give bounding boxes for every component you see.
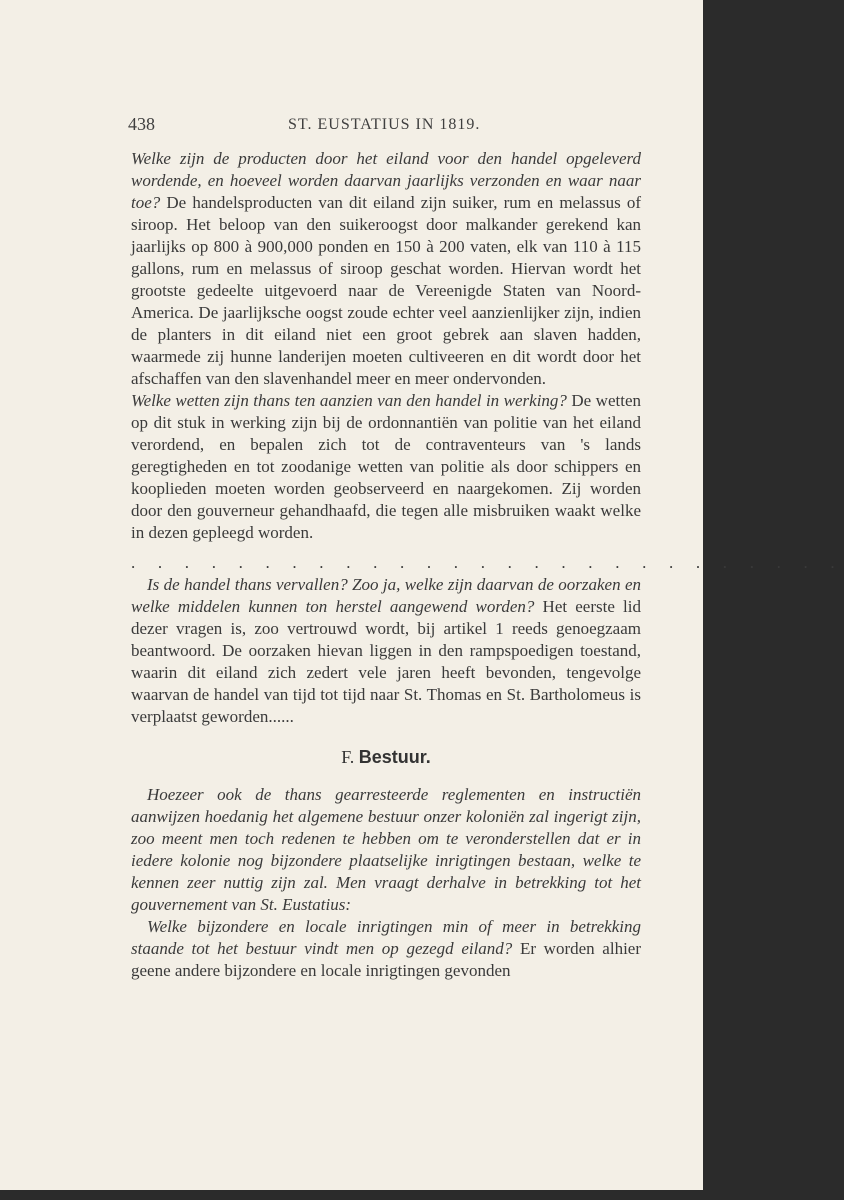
paragraph-producten [131, 148, 641, 390]
paragraph-locale-inrigtingen [131, 916, 641, 982]
page-number: 438 [128, 114, 155, 134]
page-body [131, 148, 844, 982]
section-title: Bestuur. [358, 747, 431, 767]
question-handel-vervallen: Is de handel thans vervallen? Zoo ja, welke zijn daarvan de oorzaken en welke middelen kunnen ton herstel aangewend worden? [131, 575, 641, 616]
page-header [128, 114, 648, 138]
paragraph-wetten [131, 390, 641, 544]
question-producten: Welke zijn de producten door het eiland voor den handel opgeleverd wordende, en hoeveel worden daarvan jaarlijks verzonden en waar naar toe? [131, 149, 641, 212]
question-locale-inrigtingen: Welke bijzondere en locale inrigtingen min of meer in betrekking staande tot het bestuur vindt men op gezegd eiland? [131, 917, 641, 958]
paragraph-handel-vervallen [131, 574, 641, 728]
section-heading [131, 746, 641, 768]
paragraph-intro-bestuur: Hoezeer ook de thans gearresteerde reglementen en instructiën aanwijzen hoedanig het algemene bestuur onzer koloniën zal ingerigt zijn, zoo meent men toch redenen te hebben om te veronderstellen dat er in iedere kolonie nog bijzondere plaatselijke inrigtingen bestaan, welke te kennen zeer nuttig zijn zal. Men vraagt derhalve in betrekking tot het gouvernement van St. Eustatius: [131, 785, 641, 914]
answer-handel-vervallen: Het eerste lid dezer vragen is, zoo vertrouwd wordt, bij artikel 1 reeds genoegzaam beantwoord. De oorzaken hievan liggen in den rampspoedigen toestand, waarin dit eiland zich zedert vele jaren heeft bevonden, tengevolge waarvan de handel van tijd tot tijd naar St. Thomas en St. Bartholomeus is verplaatst geworden...... [131, 597, 641, 726]
answer-producten: De handelsproducten van dit eiland zijn suiker, rum en melassus of siroop. Het beloop van den suikeroogst door malkander gerekend kan jaarlijks op 800 à 900,000 ponden en 150 à 200 vaten, elk van 110 à 115 gallons, rum en melassus of siroop geschat worden. Hiervan wordt het grootste gedeelte uitgevoerd naar de Vereenigde Staten van Noord-America. De jaarlijksche oogst zoude echter veel aanzienlijker zijn, indien de planters in dit eiland niet een groot gebrek aan slaven hadden, waarmede zij hunne landerijen moeten cultiveeren en dit wordt door het afschaffen van den slavenhandel meer en meer ondervonden. [131, 193, 641, 388]
section-letter: F. [341, 747, 355, 767]
answer-wetten: De wetten op dit stuk in werking zijn bij de ordonnantiën van politie van het eiland verordend, en bepalen zich tot de contraventeurs van 's lands geregtigheden en tot zoodanige wetten van politie als door schippers en kooplieden moeten worden geobserveerd en naargekomen. Zij worden door den gouverneur gehandhaafd, die tegen alle misbruiken waakt welke in dezen gepleegd worden. [131, 391, 641, 542]
ellipsis-dots: . . . . . . . . . . . . . . . . . . . . . . . . . . . [131, 553, 844, 572]
running-head: ST. EUSTATIUS IN 1819. [288, 116, 481, 133]
answer-locale-inrigtingen: Er worden alhier geene andere bijzondere en locale inrigtingen gevonden [131, 939, 641, 980]
question-wetten: Welke wetten zijn thans ten aanzien van den handel in werking? [131, 391, 567, 410]
